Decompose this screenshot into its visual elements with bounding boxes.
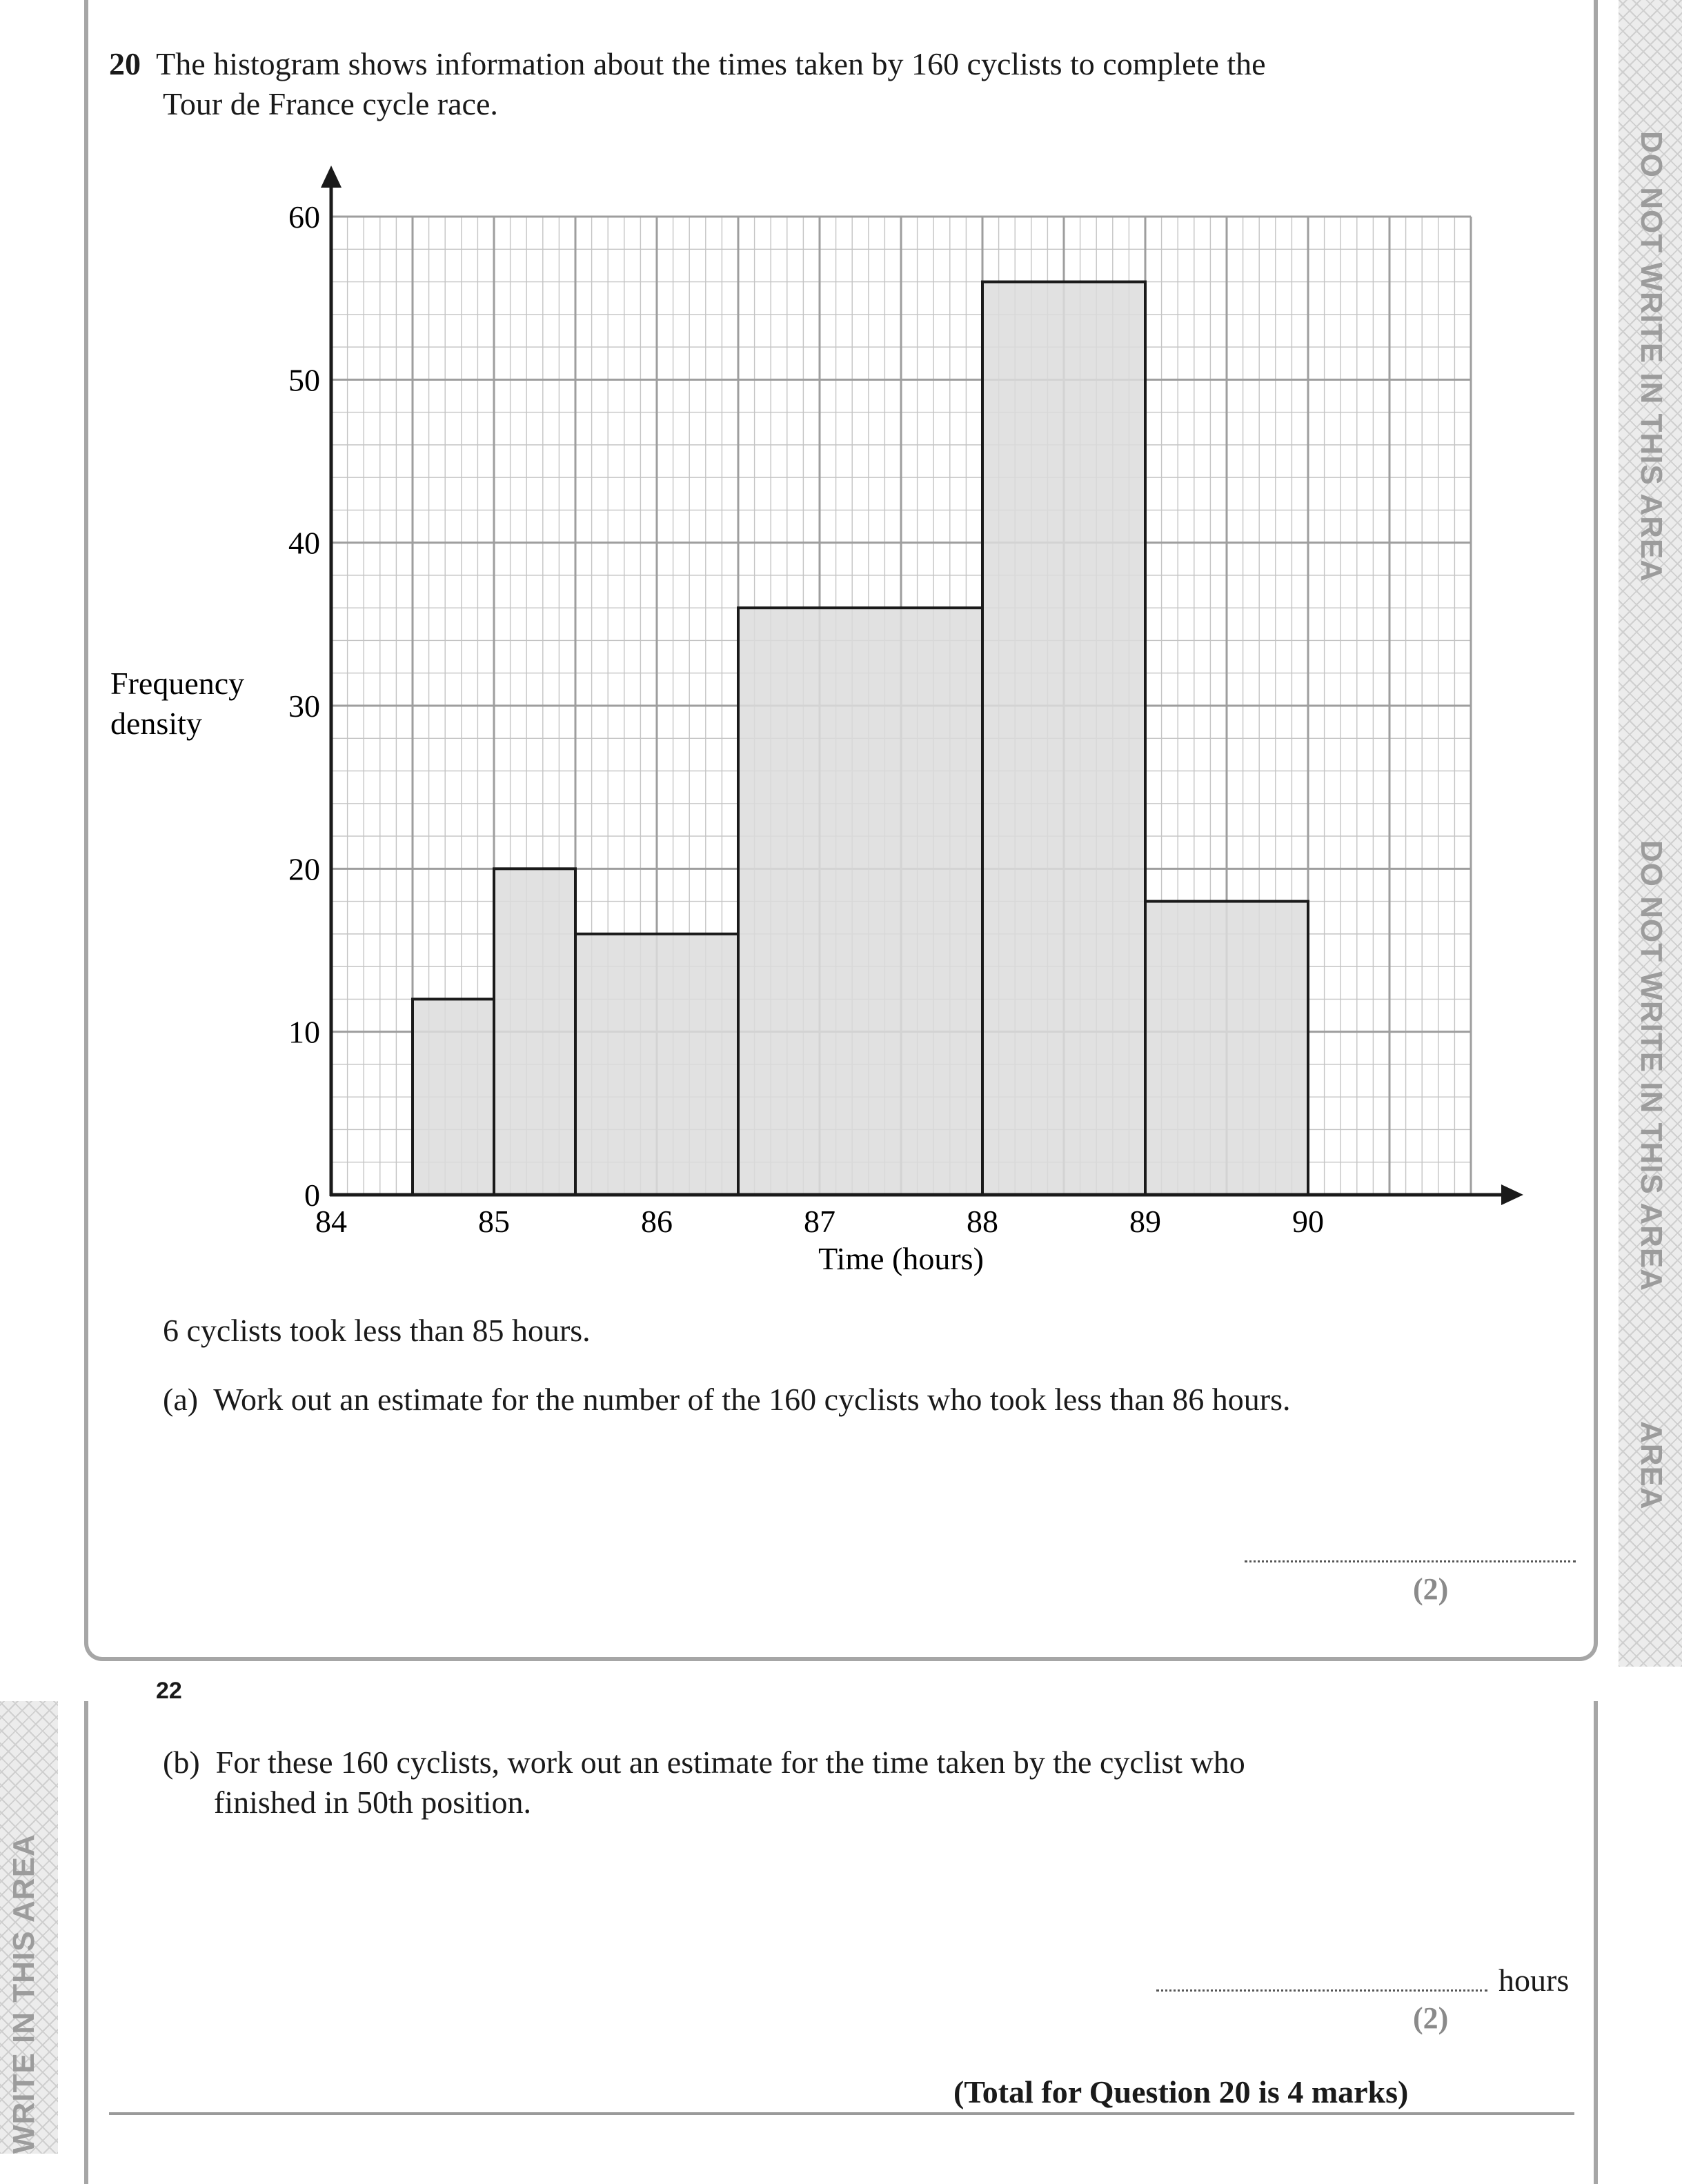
answer-line-a[interactable] [1245,1560,1576,1562]
y-tick-label: 10 [288,1014,320,1050]
margin-text-right-bottom: AREA [1634,1421,1668,1510]
x-tick-label: 89 [1129,1204,1161,1239]
part-a [163,1380,1291,1420]
question-intro-line1: The histogram shows information about the times taken by 160 cyclists to complete the [156,46,1266,81]
part-b [163,1743,1245,1783]
marks-a: (2) [1413,1572,1449,1606]
y-axis-label-line1: Frequency [110,666,245,701]
histogram-bar-3 [575,934,738,1195]
x-tick-label: 90 [1292,1204,1324,1239]
x-axis-arrow [1501,1184,1523,1205]
y-tick-label: 50 [288,362,320,398]
part-a-label: (a) [163,1382,199,1417]
margin-text-right-top: DO NOT WRITE IN THIS AREA [1634,131,1668,583]
given-statement: 6 cyclists took less than 85 hours. [163,1313,591,1348]
x-axis-label: Time (hours) [818,1241,984,1276]
histogram-bar-1 [413,999,494,1195]
page-number: 22 [156,1678,182,1704]
histogram-bar-6 [1145,902,1308,1195]
histogram-bar-4 [738,608,982,1195]
y-tick-label: 0 [304,1178,320,1213]
y-tick-labels [288,199,320,1213]
histogram-bar-5 [982,282,1145,1195]
question-total: (Total for Question 20 is 4 marks) [953,2074,1409,2109]
x-tick-label: 88 [967,1204,998,1239]
y-tick-label: 20 [288,851,320,887]
question-number: 20 [109,46,141,81]
margin-text-right-mid: DO NOT WRITE IN THIS AREA [1634,840,1668,1292]
y-tick-label: 40 [288,525,320,561]
y-axis-arrow [321,166,342,188]
y-tick-label: 60 [288,199,320,235]
marks-b: (2) [1413,2001,1449,2035]
question-intro-line2: Tour de France cycle race. [163,86,498,121]
x-tick-label: 87 [804,1204,835,1239]
y-tick-label: 30 [288,688,320,724]
y-axis-label-line2: density [110,706,202,741]
x-tick-label: 84 [315,1204,347,1239]
answer-line-b[interactable] [1156,1989,1487,1992]
bottom-rule [109,2112,1574,2115]
x-tick-labels [315,1204,1324,1239]
histogram-bar-2 [494,868,575,1195]
part-a-text: Work out an estimate for the number of the 160 cyclists who took less than 86 hours. [213,1382,1291,1417]
part-b-line1: For these 160 cyclists, work out an estimate for the time taken by the cyclist who [215,1745,1245,1780]
answer-unit-hours: hours [1498,1963,1570,1998]
part-b-label: (b) [163,1745,200,1780]
part-b-line2: finished in 50th position. [214,1785,531,1820]
x-tick-label: 86 [641,1204,673,1239]
margin-text-left-bottom: WRITE IN THIS AREA [7,1834,41,2154]
x-tick-label: 85 [478,1204,510,1239]
